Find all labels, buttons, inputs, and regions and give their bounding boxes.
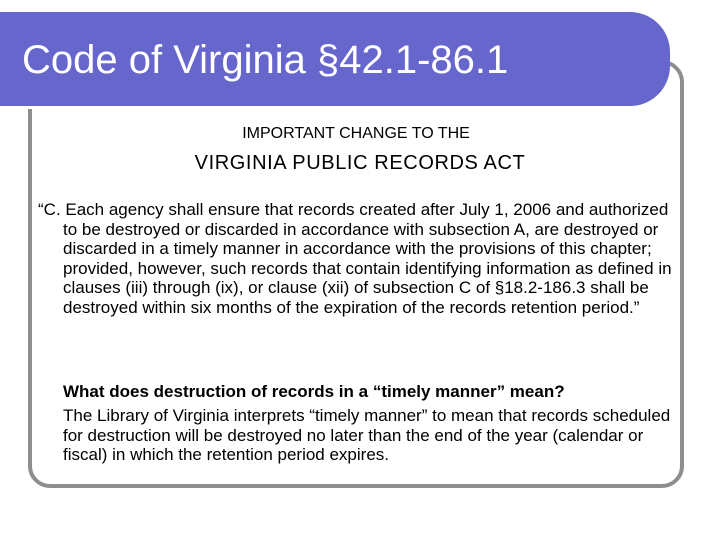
statute-quote: “C. Each agency shall ensure that records created after July 1, 2006 and authorized to be destroyed or discarded in accordance with subsection A, are destroyed or discarded in a timely manner in accordance with the provisions of this chapter; provided, however, such records that contain identifying information as defined in clauses (iii) through (ix), or clause (xii) of subsection C of §18.2-186.3 shall be destroyed within six months of the expiration of the records retention period.” bbox=[38, 200, 672, 317]
title-bar bbox=[0, 12, 670, 106]
title-underline bbox=[20, 106, 638, 109]
question-text: What does destruction of records in a “timely manner” mean? bbox=[63, 382, 565, 401]
slide-title: Code of Virginia §42.1-86.1 bbox=[22, 38, 509, 82]
subheading-line-1 bbox=[0, 125, 720, 143]
answer-text: The Library of Virginia interprets “timely manner” to mean that records scheduled for destruction will be destroyed no later than the end of the year (calendar or fiscal) in which the retention period expires. bbox=[63, 406, 671, 464]
subheading-line-1-text: IMPORTANT CHANGE TO THE bbox=[242, 125, 470, 142]
subheading-line-2: VIRGINIA PUBLIC RECORDS ACT bbox=[194, 152, 526, 174]
